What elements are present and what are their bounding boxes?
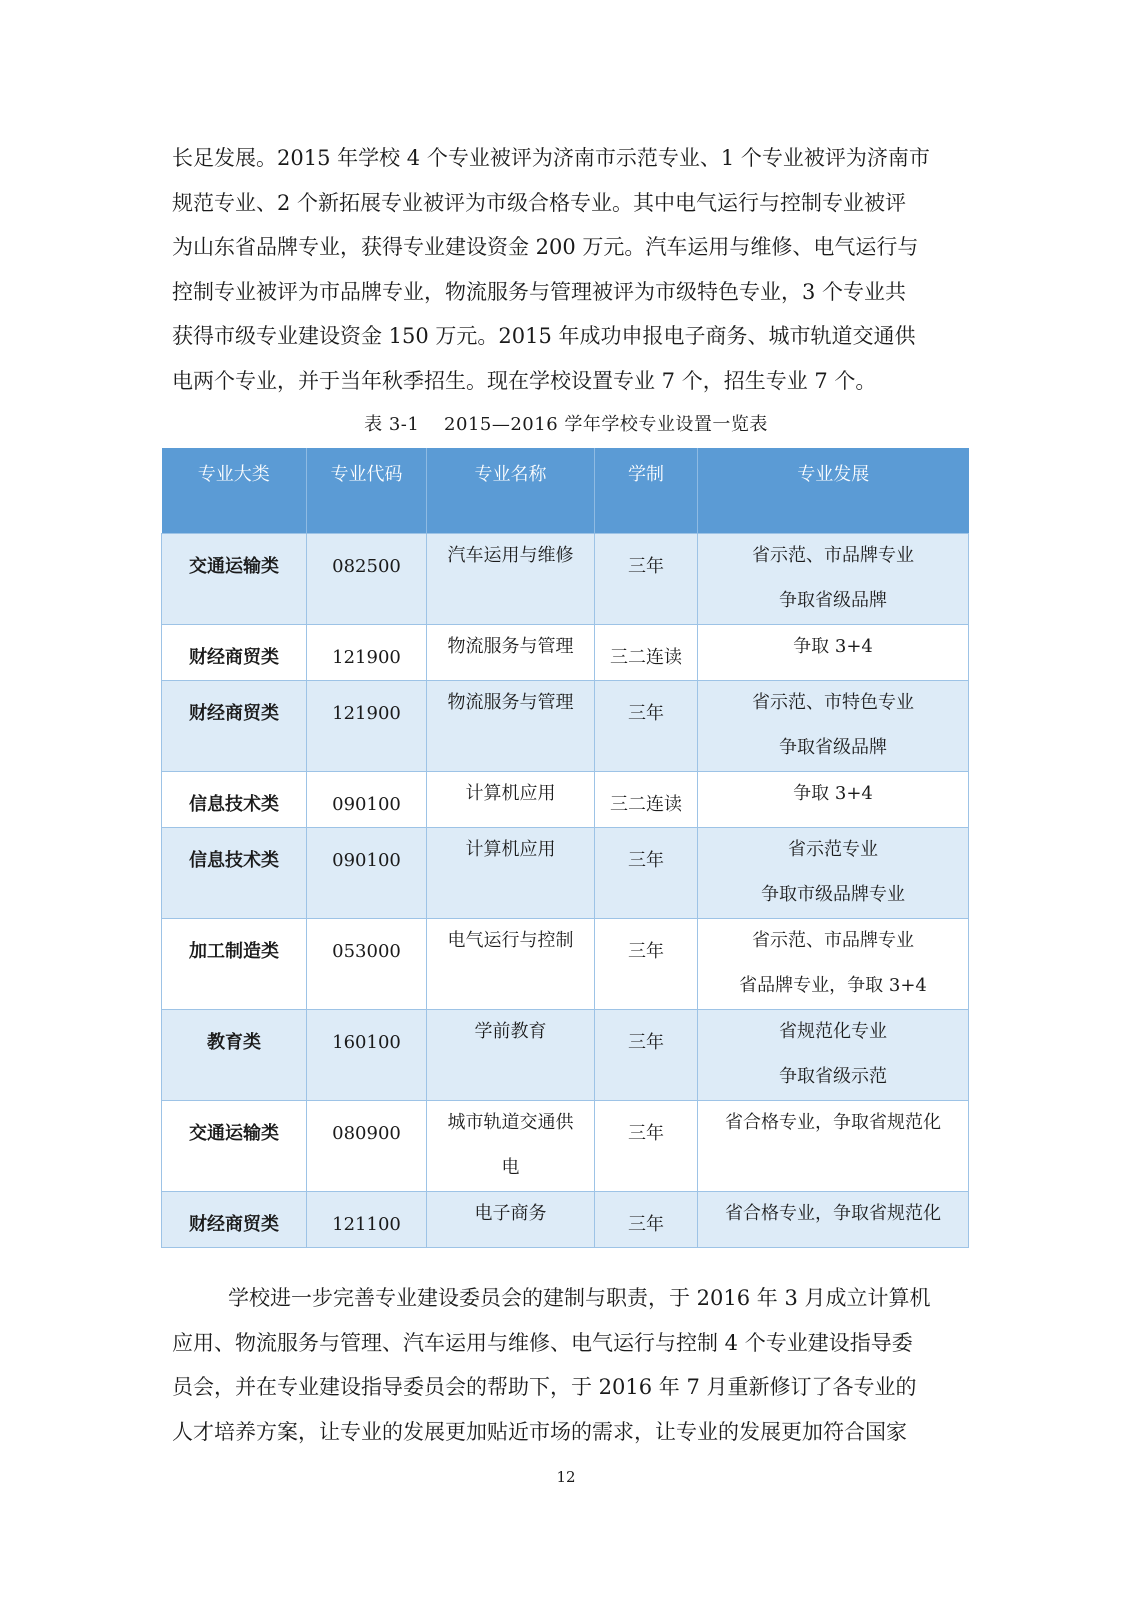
paragraph-line: 长足发展。2015 年学校 4 个专业被评为济南市示范专业、1 个专业被评为济南市 — [172, 146, 930, 170]
cell-name-line: 电气运行与控制 — [447, 930, 574, 951]
cell-development — [698, 681, 969, 772]
header-name: 专业名称 — [427, 448, 595, 534]
paragraph-line: 应用、物流服务与管理、汽车运用与维修、电气运行与控制 4 个专业建设指导委 — [172, 1330, 913, 1355]
cell-name-line: 计算机应用 — [465, 839, 556, 860]
cell-development — [698, 772, 969, 828]
cell-development — [698, 1192, 969, 1248]
cell-duration: 三年 — [595, 681, 698, 772]
cell-category: 交通运输类 — [162, 534, 307, 625]
page-number: 12 — [556, 1468, 576, 1486]
header-code: 专业代码 — [307, 448, 427, 534]
body-paragraph-2 — [172, 1276, 972, 1454]
cell-name — [427, 828, 595, 919]
paragraph-line: 为山东省品牌专业，获得专业建设资金 200 万元。汽车运用与维修、电气运行与 — [172, 235, 919, 259]
cell-name-line: 电子商务 — [474, 1203, 547, 1224]
table-row — [162, 1010, 969, 1101]
cell-code: 090100 — [307, 772, 427, 828]
cell-development — [698, 625, 969, 681]
cell-name-line: 物流服务与管理 — [447, 692, 574, 713]
cell-code: 080900 — [307, 1101, 427, 1192]
body-paragraph-1 — [172, 136, 972, 403]
cell-development — [698, 534, 969, 625]
cell-development-line: 争取 3+4 — [793, 636, 873, 657]
cell-development-line: 争取市级品牌专业 — [761, 884, 905, 905]
cell-development-line: 省合格专业，争取省规范化 — [725, 1203, 941, 1224]
cell-development-line: 省示范、市品牌专业 — [752, 930, 914, 951]
cell-name — [427, 1101, 595, 1192]
cell-name — [427, 681, 595, 772]
paragraph-line: 控制专业被评为市品牌专业，物流服务与管理被评为市级特色专业，3 个专业共 — [172, 279, 907, 304]
cell-code: 121900 — [307, 681, 427, 772]
cell-development-line: 省合格专业，争取省规范化 — [725, 1112, 941, 1133]
cell-category: 加工制造类 — [162, 919, 307, 1010]
paragraph-line: 规范专业、2 个新拓展专业被评为市级合格专业。其中电气运行与控制专业被评 — [172, 190, 907, 215]
cell-development-line: 省示范、市品牌专业 — [752, 545, 914, 566]
cell-duration: 三年 — [595, 534, 698, 625]
paragraph-line: 电两个专业，并于当年秋季招生。现在学校设置专业 7 个，招生专业 7 个。 — [172, 368, 877, 393]
cell-duration: 三年 — [595, 1010, 698, 1101]
cell-category: 财经商贸类 — [162, 625, 307, 681]
cell-name — [427, 772, 595, 828]
cell-development — [698, 919, 969, 1010]
table-row — [162, 1101, 969, 1192]
table-caption: 表 3-1 2015—2016 学年学校专业设置一览表 — [364, 414, 768, 435]
cell-development-line: 省品牌专业，争取 3+4 — [739, 975, 927, 996]
cell-category: 信息技术类 — [162, 828, 307, 919]
cell-duration: 三年 — [595, 1101, 698, 1192]
cell-category: 交通运输类 — [162, 1101, 307, 1192]
table-row — [162, 828, 969, 919]
table-row — [162, 625, 969, 681]
paragraph-line: 获得市级专业建设资金 150 万元。2015 年成功申报电子商务、城市轨道交通供 — [172, 324, 916, 348]
paragraph-line: 学校进一步完善专业建设委员会的建制与职责，于 2016 年 3 月成立计算机 — [228, 1286, 931, 1310]
major-settings-table-container — [161, 448, 968, 1248]
cell-development — [698, 1101, 969, 1192]
cell-name — [427, 1192, 595, 1248]
cell-development — [698, 828, 969, 919]
header-category: 专业大类 — [162, 448, 307, 534]
cell-category: 教育类 — [162, 1010, 307, 1101]
cell-name-line: 汽车运用与维修 — [447, 545, 574, 566]
cell-duration: 三年 — [595, 828, 698, 919]
table-header-row — [162, 448, 969, 534]
cell-duration: 三年 — [595, 1192, 698, 1248]
cell-code: 053000 — [307, 919, 427, 1010]
cell-duration: 三二连读 — [595, 625, 698, 681]
cell-development-line: 争取省级品牌 — [779, 590, 887, 611]
paragraph-line: 人才培养方案，让专业的发展更加贴近市场的需求，让专业的发展更加符合国家 — [172, 1419, 907, 1444]
cell-code: 082500 — [307, 534, 427, 625]
cell-development-line: 争取省级示范 — [779, 1066, 887, 1087]
cell-code: 121900 — [307, 625, 427, 681]
cell-name — [427, 625, 595, 681]
table-row — [162, 681, 969, 772]
table-row — [162, 772, 969, 828]
table-row — [162, 534, 969, 625]
cell-category: 财经商贸类 — [162, 1192, 307, 1248]
cell-development-line: 争取省级品牌 — [779, 737, 887, 758]
table-row — [162, 1192, 969, 1248]
cell-name-line: 学前教育 — [474, 1021, 547, 1042]
cell-development-line: 省示范、市特色专业 — [752, 692, 914, 713]
cell-duration: 三二连读 — [595, 772, 698, 828]
cell-development-line: 省规范化专业 — [779, 1021, 887, 1042]
table-row — [162, 919, 969, 1010]
cell-category: 财经商贸类 — [162, 681, 307, 772]
cell-name-line: 物流服务与管理 — [447, 636, 574, 657]
cell-code: 121100 — [307, 1192, 427, 1248]
cell-code: 090100 — [307, 828, 427, 919]
cell-development-line: 争取 3+4 — [793, 783, 873, 804]
cell-duration: 三年 — [595, 919, 698, 1010]
cell-name-line: 电 — [501, 1157, 520, 1178]
major-settings-table — [161, 448, 969, 1248]
paragraph-line: 员会，并在专业建设指导委员会的帮助下，于 2016 年 7 月重新修订了各专业的 — [172, 1375, 917, 1399]
cell-category: 信息技术类 — [162, 772, 307, 828]
cell-name — [427, 534, 595, 625]
cell-name — [427, 919, 595, 1010]
cell-development — [698, 1010, 969, 1101]
header-development: 专业发展 — [698, 448, 969, 534]
cell-code: 160100 — [307, 1010, 427, 1101]
header-duration: 学制 — [595, 448, 698, 534]
cell-name — [427, 1010, 595, 1101]
cell-name-line: 计算机应用 — [465, 783, 556, 804]
cell-name-line: 城市轨道交通供 — [447, 1112, 574, 1133]
cell-development-line: 省示范专业 — [788, 839, 878, 860]
